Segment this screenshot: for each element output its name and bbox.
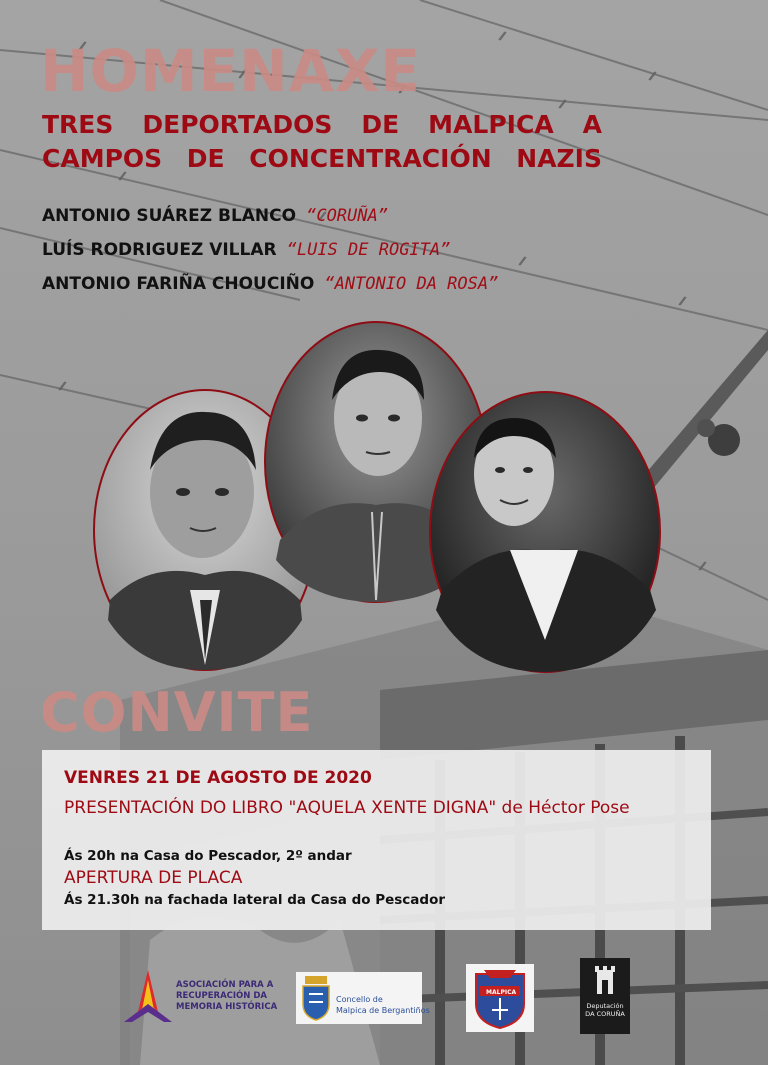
concello-logo-line: Concello de	[336, 995, 383, 1004]
subtitle-line: TRES DEPORTADOS DE MALPICA A	[42, 110, 602, 139]
homage-title: HOMENAXE	[40, 37, 421, 105]
deportee-alias: “CORUÑA”	[306, 206, 388, 226]
deputacion-coruna-logo	[580, 958, 630, 1034]
amh-association-logo	[120, 966, 278, 1032]
book-presentation-time: Ás 20h na Casa do Pescador, 2º andar	[64, 848, 352, 864]
malpica-emblem-icon	[466, 964, 534, 1032]
amh-logo-line: MEMORIA HISTÓRICA	[176, 1002, 278, 1012]
plaque-unveiling: APERTURA DE PLACA	[64, 868, 243, 888]
portrait-photo	[430, 392, 660, 672]
concello-malpica-logo	[296, 972, 430, 1024]
coat-of-arms-icon	[299, 974, 333, 1022]
deportee-name: LUÍS RODRIGUEZ VILLAR	[42, 240, 277, 260]
malpica-emblem-logo	[466, 964, 534, 1032]
amh-logo-line: RECUPERACIÓN DA	[176, 991, 267, 1001]
deportee-name: ANTONIO SUÁREZ BLANCO	[42, 206, 297, 226]
plaque-unveiling-time: Ás 21.30h na fachada lateral da Casa do Pescador	[64, 892, 446, 908]
deportee-alias: “ANTONIO DA ROSA”	[324, 274, 499, 294]
concello-logo-line: Malpica de Bergantiños	[336, 1006, 430, 1015]
deportee-name: ANTONIO FARIÑA CHOUCIÑO	[42, 274, 315, 294]
deputacion-logo-line: DA CORUÑA	[585, 1010, 625, 1018]
deportee-alias: “LUIS DE ROGITA”	[286, 240, 451, 260]
amh-logo-line: ASOCIACIÓN PARA A	[176, 980, 274, 990]
castle-icon	[580, 962, 630, 1002]
book-presentation: PRESENTACIÓN DO LIBRO "AQUELA XENTE DIGNA" de Héctor Pose	[64, 798, 630, 818]
subtitle-line: CAMPOS DE CONCENTRACIÓN NAZIS	[42, 144, 602, 173]
event-date: VENRES 21 DE AGOSTO DE 2020	[64, 768, 372, 788]
amh-flame-icon	[120, 966, 176, 1032]
invitation-heading: CONVITE	[40, 681, 314, 744]
deputacion-logo-line: Deputación	[586, 1002, 624, 1010]
malpica-emblem-text: MALPICA	[486, 989, 517, 996]
event-details-box	[42, 750, 711, 930]
